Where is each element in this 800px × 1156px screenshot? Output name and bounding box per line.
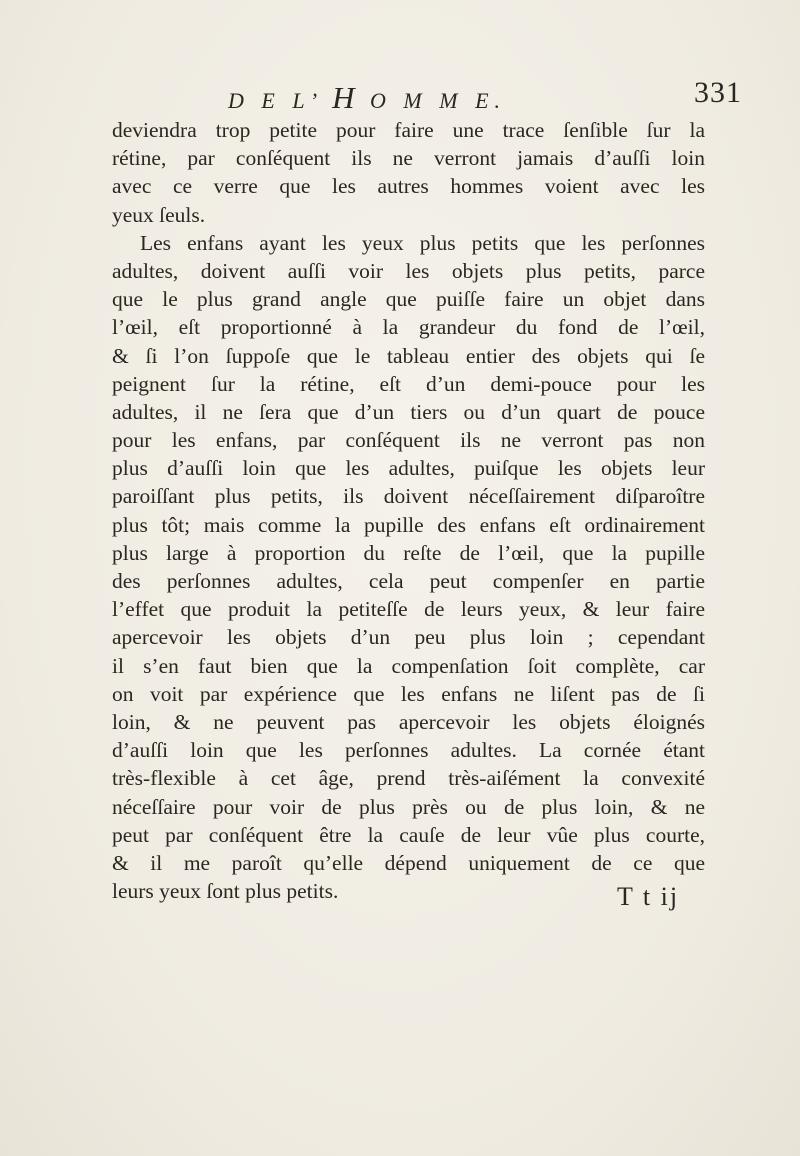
text-line: l’œil, eſt proportionné à la grandeur du fond de l’œil, (112, 315, 705, 340)
text-line: & il me paroît qu’elle dépend uniquement de ce que (112, 850, 705, 875)
text-line: d’auſſi loin que les perſonnes adultes. La cornée étant (112, 738, 705, 763)
running-head-initial: H (332, 80, 359, 115)
text-line: plus d’auſſi loin que les adultes, puiſque les objets leur (112, 456, 705, 481)
text-line: peignent ſur la rétine, eſt d’un demi-pouce pour les (112, 371, 705, 396)
text-line: il s’en faut bien que la compenſation ſoit complète, car (112, 653, 705, 678)
text-line: rétine, par conſéquent ils ne verront jamais d’auſſi loin (112, 146, 705, 171)
text-line: peut par conſéquent être la cauſe de leur vûe plus courte, (112, 822, 705, 847)
paragraph (112, 116, 705, 229)
running-head-prefix: D E L (228, 88, 310, 113)
text-line: que le plus grand angle que puiſſe faire un objet dans (112, 287, 705, 312)
text-line: des perſonnes adultes, cela peut compenſer en partie (112, 569, 705, 593)
text-line: plus tôt; mais comme la pupille des enfans eſt ordinairement (112, 512, 705, 537)
running-head (228, 80, 506, 116)
text-line: l’effet que produit la petiteſſe de leurs yeux, & leur faire (112, 597, 705, 622)
text-line: adultes, doivent auſſi voir les objets plus petits, parce (112, 258, 705, 283)
text-line: pour les enfans, par conſéquent ils ne verront pas non (112, 428, 705, 453)
page-number: 331 (694, 76, 742, 109)
signature-mark: T t ij (617, 882, 680, 911)
text-line: deviendra trop petite pour faire une trace ſenſible ſur la (112, 118, 705, 142)
text-line: très-flexible à cet âge, prend très-aiſément la convexité (112, 766, 705, 791)
text-line: adultes, il ne ſera que d’un tiers ou d’un quart de pouce (112, 399, 705, 424)
text-line: apercevoir les objets d’un peu plus loin ; cependant (112, 625, 705, 650)
running-head-apostrophe: ’ (309, 88, 321, 113)
text-line: on voit par expérience que les enfans ne liſent pas de ſi (112, 681, 705, 706)
text-line: yeux ſeuls. (112, 202, 206, 227)
text-line: plus large à proportion du reſte de l’œil, que la pupille (112, 540, 705, 565)
text-line: néceſſaire pour voir de plus près ou de plus loin, & ne (112, 794, 705, 819)
text-line: & ſi l’on ſuppoſe que le tableau entier des objets qui ſe (112, 343, 705, 368)
text-line: paroiſſant plus petits, ils doivent néceſſairement diſparoître (112, 484, 705, 509)
body-text (112, 116, 705, 905)
text-line: loin, & ne peuvent pas apercevoir les objets éloignés (112, 709, 705, 734)
text-line: Les enfans ayant les yeux plus petits que les perſonnes (140, 230, 705, 255)
text-line: leurs yeux ſont plus petits. (112, 879, 339, 904)
running-head-word: O M M E. (370, 88, 507, 113)
text-line: avec ce verre que les autres hommes voient avec les (112, 174, 705, 199)
paragraph (112, 229, 705, 906)
